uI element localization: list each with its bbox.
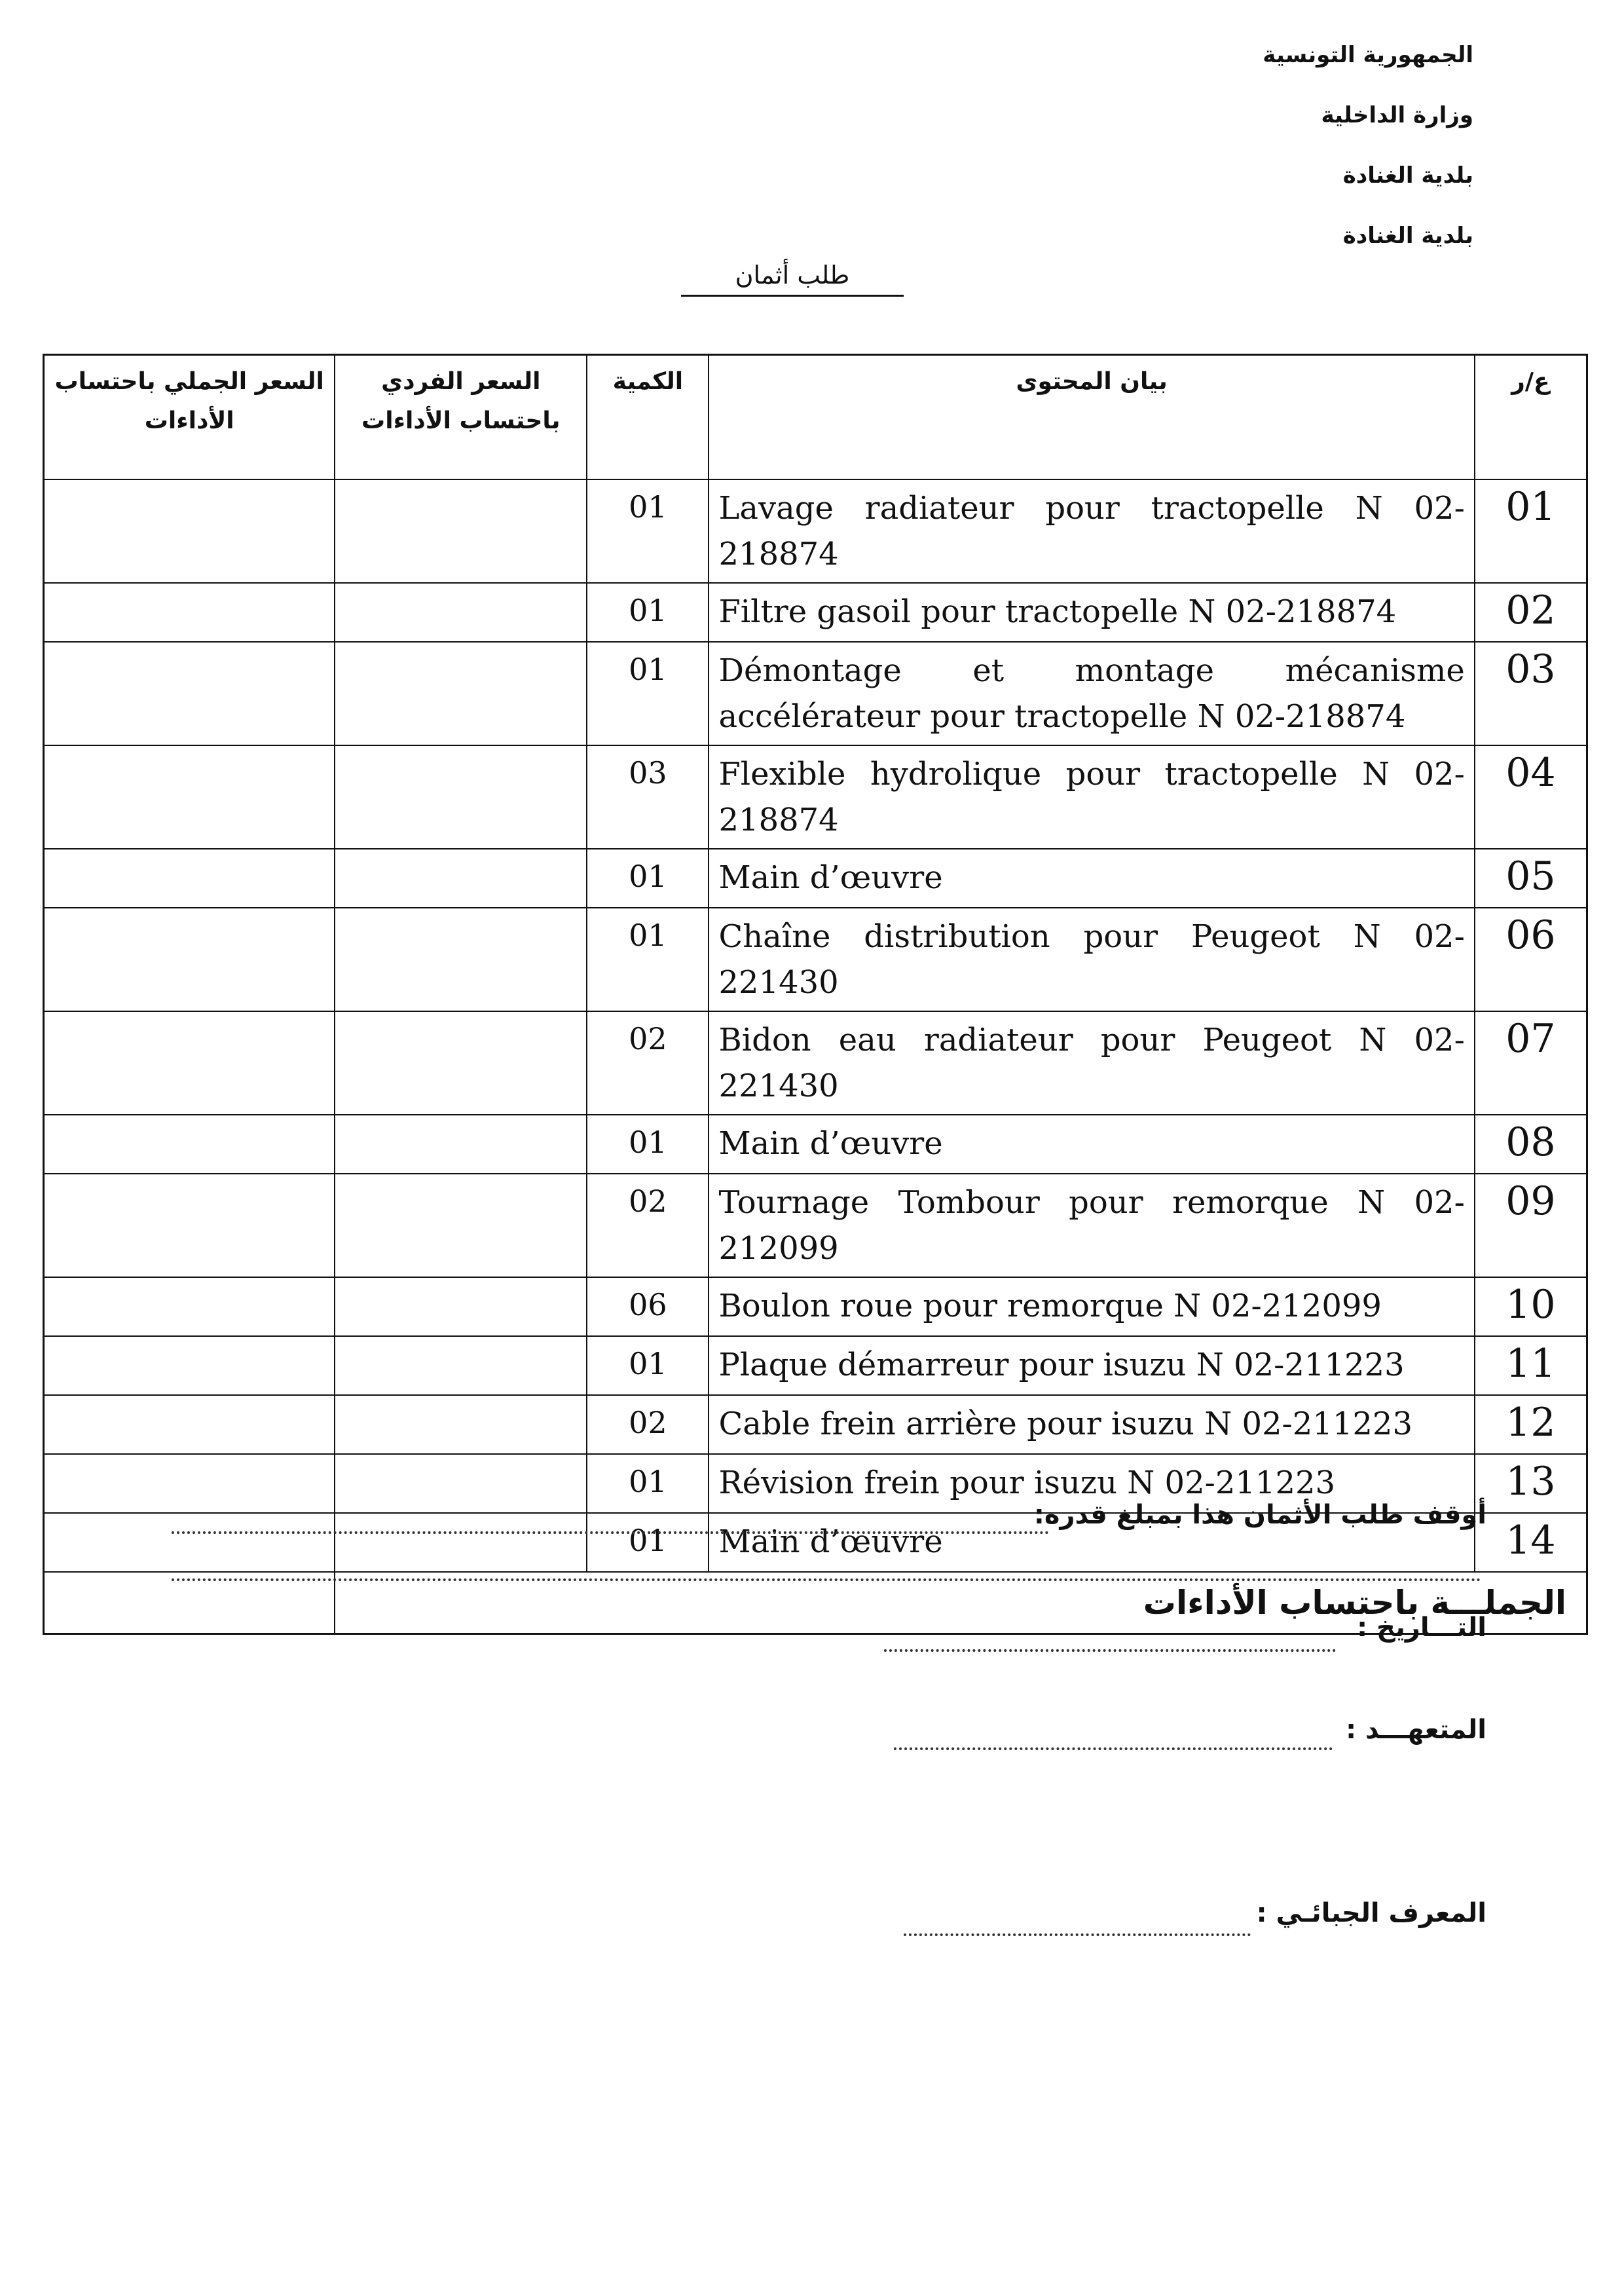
description-cell: Révision frein pour isuzu N 02-211223	[709, 1454, 1474, 1513]
header-line-municipality: بلدية الغنادة	[1342, 162, 1473, 189]
row-number-cell: 03	[1475, 642, 1587, 745]
quantity-cell: 02	[587, 1011, 709, 1115]
description-cell: Main d’œuvre	[709, 1115, 1474, 1174]
description-cell: Lavage radiateur pour tractopelle N 02-218874	[709, 479, 1474, 583]
date-label: التـــاريخ :	[1357, 1613, 1486, 1643]
unit-price-cell[interactable]	[335, 849, 587, 908]
quantity-cell: 01	[587, 849, 709, 908]
quantity-cell: 01	[587, 583, 709, 642]
row-number-cell: 01	[1475, 479, 1587, 583]
description-cell: Chaîne distribution pour Peugeot N 02-221430	[709, 908, 1474, 1011]
quantity-cell: 01	[587, 479, 709, 583]
total-price-cell[interactable]	[44, 849, 335, 908]
unit-price-cell[interactable]	[335, 583, 587, 642]
table-row	[44, 849, 1587, 908]
table-row	[44, 1395, 1587, 1454]
total-price-cell[interactable]	[44, 1115, 335, 1174]
description-cell: Boulon roue pour remorque N 02-212099	[709, 1277, 1474, 1336]
total-price-cell[interactable]	[44, 1395, 335, 1454]
tax-id-dotted-line[interactable]	[904, 1933, 1251, 1936]
row-number-cell: 11	[1475, 1336, 1587, 1395]
header-line-country: الجمهورية التونسية	[1263, 42, 1473, 68]
unit-price-cell[interactable]	[335, 1336, 587, 1395]
row-number-cell: 05	[1475, 849, 1587, 908]
table-row	[44, 908, 1587, 1011]
row-number-cell: 12	[1475, 1395, 1587, 1454]
row-number-cell: 08	[1475, 1115, 1587, 1174]
row-number-cell: 14	[1475, 1513, 1587, 1572]
row-number-cell: 13	[1475, 1454, 1587, 1513]
header-line-municipality-2: بلدية الغنادة	[1342, 223, 1473, 249]
date-dotted-line[interactable]	[884, 1649, 1336, 1652]
unit-price-cell[interactable]	[335, 1277, 587, 1336]
quantity-cell: 01	[587, 642, 709, 745]
unit-price-cell[interactable]	[335, 908, 587, 1011]
total-label: الجملـــة باحتساب الأداءات	[335, 1572, 1587, 1634]
total-price-cell[interactable]	[44, 1513, 335, 1572]
unit-price-cell[interactable]	[335, 1513, 587, 1572]
unit-price-cell[interactable]	[335, 745, 587, 849]
header-description: بيان المحتوى	[709, 355, 1474, 479]
total-price-cell[interactable]	[44, 1454, 335, 1513]
quantity-cell: 02	[587, 1395, 709, 1454]
description-cell: Bidon eau radiateur pour Peugeot N 02-221430	[709, 1011, 1474, 1115]
header-line-ministry: وزارة الداخلية	[1321, 102, 1473, 128]
unit-price-cell[interactable]	[335, 1011, 587, 1115]
table-row	[44, 1174, 1587, 1277]
quantity-cell: 06	[587, 1277, 709, 1336]
document-title: طلب أثمان	[681, 255, 904, 297]
table-row	[44, 1336, 1587, 1395]
table-header-row	[44, 355, 1587, 479]
total-price-cell[interactable]	[44, 479, 335, 583]
price-request-table	[43, 354, 1588, 1635]
header-number: ع/ر	[1475, 355, 1587, 479]
contractor-label: المتعهـــد :	[1346, 1715, 1486, 1745]
quantity-cell: 01	[587, 1454, 709, 1513]
table-row	[44, 642, 1587, 745]
contractor-dotted-line[interactable]	[894, 1747, 1333, 1750]
description-cell: Plaque démarreur pour isuzu N 02-211223	[709, 1336, 1474, 1395]
description-cell: Main d’œuvre	[709, 849, 1474, 908]
unit-price-cell[interactable]	[335, 1454, 587, 1513]
header-unit-price: السعر الفردي باحتساب الأداءات	[335, 355, 587, 479]
row-number-cell: 02	[1475, 583, 1587, 642]
total-price-cell[interactable]	[44, 1277, 335, 1336]
table-row	[44, 1115, 1587, 1174]
total-price-cell[interactable]	[44, 583, 335, 642]
total-price-cell[interactable]	[44, 908, 335, 1011]
total-price-cell[interactable]	[44, 1011, 335, 1115]
description-cell: Flexible hydrolique pour tractopelle N 02-218874	[709, 745, 1474, 849]
table-row	[44, 1011, 1587, 1115]
quantity-cell: 01	[587, 1513, 709, 1572]
description-cell: Main d’œuvre	[709, 1513, 1474, 1572]
row-number-cell: 07	[1475, 1011, 1587, 1115]
header-quantity: الكمية	[587, 355, 709, 479]
quantity-cell: 01	[587, 1336, 709, 1395]
description-cell: Filtre gasoil pour tractopelle N 02-218874	[709, 583, 1474, 642]
row-number-cell: 09	[1475, 1174, 1587, 1277]
table-row	[44, 583, 1587, 642]
unit-price-cell[interactable]	[335, 479, 587, 583]
row-number-cell: 04	[1475, 745, 1587, 849]
amount-dotted-line-2[interactable]	[172, 1578, 1481, 1581]
quantity-cell: 01	[587, 1115, 709, 1174]
row-number-cell: 06	[1475, 908, 1587, 1011]
table-row	[44, 745, 1587, 849]
total-price-cell[interactable]	[44, 642, 335, 745]
unit-price-cell[interactable]	[335, 1174, 587, 1277]
tax-id-label: المعرف الجبائـي :	[1256, 1898, 1486, 1928]
description-cell: Démontage et montage mécanisme accélérateur pour tractopelle N 02-218874	[709, 642, 1474, 745]
total-price-cell[interactable]	[44, 1174, 335, 1277]
quantity-cell: 01	[587, 908, 709, 1011]
header-total-price: السعر الجملي باحتساب الأداءات	[44, 355, 335, 479]
unit-price-cell[interactable]	[335, 1395, 587, 1454]
quantity-cell: 02	[587, 1174, 709, 1277]
amount-label: أوقف طلب الأثمان هذا بمبلغ قدره:	[1033, 1500, 1486, 1530]
table-body	[44, 479, 1587, 1572]
description-cell: Cable frein arrière pour isuzu N 02-211223	[709, 1395, 1474, 1454]
unit-price-cell[interactable]	[335, 1115, 587, 1174]
row-number-cell: 10	[1475, 1277, 1587, 1336]
quantity-cell: 03	[587, 745, 709, 849]
issuer-header	[1015, 25, 1473, 266]
table-row	[44, 479, 1587, 583]
table-row	[44, 1277, 1587, 1336]
total-price-cell[interactable]	[44, 745, 335, 849]
unit-price-cell[interactable]	[335, 642, 587, 745]
description-cell: Tournage Tombour pour remorque N 02-212099	[709, 1174, 1474, 1277]
amount-dotted-line[interactable]	[172, 1531, 1049, 1534]
total-price-cell[interactable]	[44, 1336, 335, 1395]
